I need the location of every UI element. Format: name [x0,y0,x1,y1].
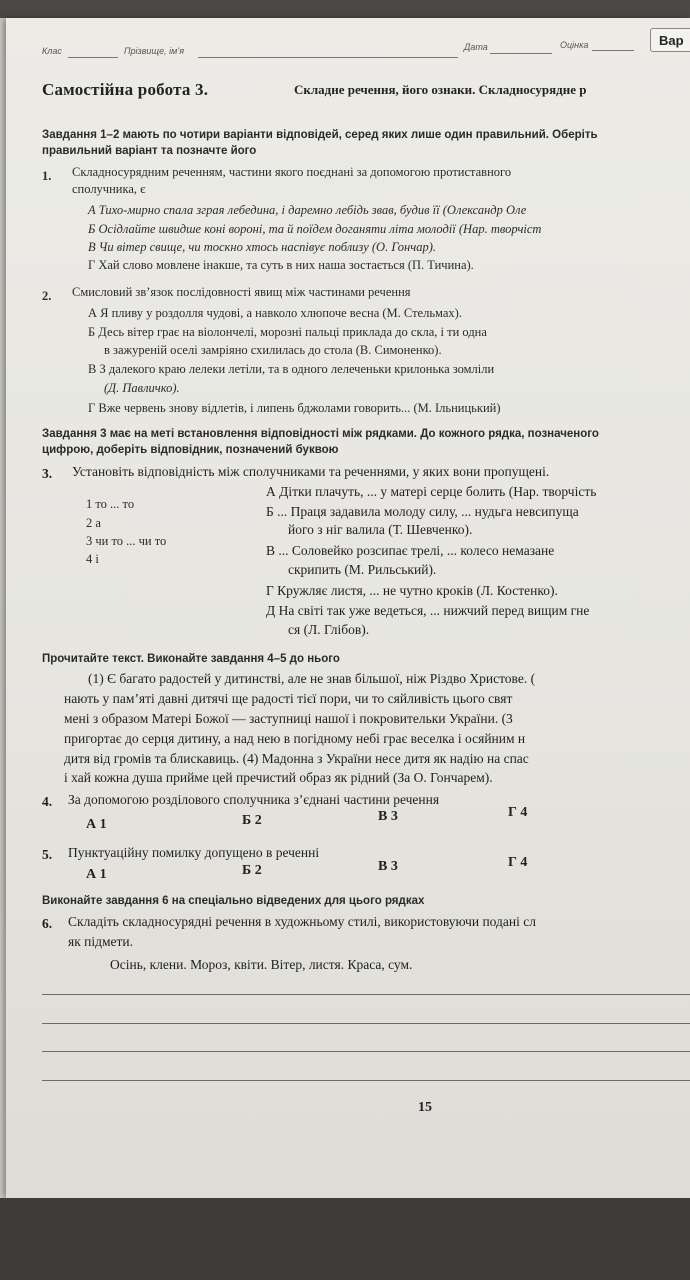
class-field[interactable] [68,57,118,58]
q4-answer-c[interactable]: В 3 [378,809,398,824]
q6-words: Осінь, клени. Мороз, квіти. Вітер, листя. Краса, сум. [110,957,413,972]
q4-number: 4. [42,794,53,809]
q2-option-c-line1[interactable]: В З далекого краю лелеки летіли, та в одного лелеченьки крилонька зомліли [88,362,495,376]
q4-text: За допомогою розділового сполучника з’єднані частини речення [68,792,440,807]
q3-left-3: 3 чи то ... чи то [86,534,167,548]
q5-answer-d[interactable]: Г 4 [508,855,528,870]
q5-answer-c[interactable]: В 3 [378,859,398,874]
q5-answer-a[interactable]: А 1 [86,867,107,882]
q1-option-b[interactable]: Б Осідлайте швидше коні вороні, та й поїдем доганяти літа молодії (Нар. творчіст [88,222,542,236]
q6-text-line1: Складіть складносурядні речення в художньому стилі, використовуючи подані сл [68,914,536,929]
q3-right-c-line1: В ... Соловейко розсипає трелі, ... колесо немазане [266,543,555,558]
page-title: Самостійна робота 3. [42,80,209,99]
q2-text: Смисловий зв’язок послідовності явищ між частинами речення [72,285,411,299]
worksheet-page [6,18,690,1198]
instruction-6: Виконайте завдання 6 на спеціально відведених для цього рядках [42,895,425,907]
q1-option-a[interactable]: А Тихо-мирно спала зграя лебедина, і даремно лебідь звав, будив її (Олександр Оле [88,203,527,217]
page-number: 15 [418,1100,432,1115]
q2-number: 2. [42,289,52,303]
q3-text: Установіть відповідність між сполучниками та реченнями, у яких вони пропущені. [72,464,550,479]
q1-option-d[interactable]: Г Хай слово мовлене інакше, та суть в них наша зостається (П. Тичина). [88,258,474,272]
background-surface [0,1198,690,1280]
q1-number: 1. [42,169,52,183]
q6-number: 6. [42,916,53,931]
q3-left-1: 1 то ... то [86,497,135,511]
q2-option-b-line1[interactable]: Б Десь вітер грає на віолончелі, морозні пальці приклада до скла, і ти одна [88,325,487,339]
q3-left-4: 4 і [86,552,99,566]
instruction-1-line1: Завдання 1–2 мають по чотири варіанти відповідей, серед яких лише один правильний. Оберіть [42,129,598,141]
q3-right-c-line2: скрипить (М. Рильський). [288,562,437,577]
q3-left-2: 2 а [86,516,101,530]
q3-right-a: А Дітки плачуть, ... у матері серце болить (Нар. творчість [266,484,597,499]
q3-right-e-line1: Д На світі так уже ведеться, ... нижчий перед вищим гне [266,603,590,618]
instruction-1-line2: правильний варіант та позначте його [42,145,257,157]
class-label: Клас [42,46,62,56]
grade-field[interactable] [592,50,634,51]
q3-right-b-line2: його з ніг валила (Т. Шевченко). [288,522,473,537]
q3-right-d: Г Кружляє листя, ... не чутно кроків (Л. Костенко). [266,583,558,598]
q1-option-c[interactable]: В Чи вітер свище, чи тоскно хтось наспівує поблизу (О. Гончар). [88,240,436,254]
q2-option-d[interactable]: Г Вже червень знову відлетів, і липень бджолами говорить... (М. Ільницький) [88,401,501,415]
variant-box: Вар [650,28,690,52]
q5-number: 5. [42,847,53,862]
page-subtitle: Складне речення, його ознаки. Складносурядне р [294,82,587,97]
answer-line-4[interactable] [42,1080,690,1081]
passage-line-2: нають у пам’яті давні дитячі ще радості тієї пори, чи то сяйливість цього свят [64,691,513,706]
q4-answer-d[interactable]: Г 4 [508,805,528,820]
instruction-3-line2: цифрою, доберіть відповідник, позначений буквою [42,444,339,456]
q1-text-line1: Складносурядним реченням, частини якого поєднані за допомогою протиставного [72,165,512,179]
answer-line-2[interactable] [42,1023,690,1024]
passage-line-3: мені з образом Матері Божої — заступниці нашої і покровительки України. (3 [64,711,513,726]
grade-label: Оцінка [560,40,589,50]
date-label: Дата [464,42,488,52]
q3-right-b-line1: Б ... Праця задавила молоду силу, ... нудьга невсипуща [266,504,579,519]
instruction-3-line1: Завдання 3 має на меті встановлення відповідності між рядками. До кожного рядка, позначеного [42,428,599,440]
q2-option-b-line2: в зажуреній оселі замріяно схилилась до стола (В. Симоненко). [104,343,442,357]
q5-answer-b[interactable]: Б 2 [242,863,262,878]
passage-line-1: (1) Є багато радостей у дитинстві, але не знав більшої, ніж Різдво Христове. ( [88,671,536,686]
q4-answer-b[interactable]: Б 2 [242,813,262,828]
reading-instruction: Прочитайте текст. Виконайте завдання 4–5 до нього [42,653,340,665]
passage-line-4: пригортає до серця дитину, а над нею в погідному небі грає веселка і осяйним н [64,731,526,746]
q3-right-e-line2: ся (Л. Глібов). [288,622,370,637]
q1-text-line2: сполучника, є [72,182,146,196]
surname-label: Прізвище, ім’я [124,46,185,56]
date-field[interactable] [490,53,552,54]
q4-answer-a[interactable]: А 1 [86,817,107,832]
q6-text-line2: як підмети. [68,934,134,949]
q2-option-c-line2: (Д. Павличко). [104,381,180,395]
q5-text: Пунктуаційну помилку допущено в реченні [68,845,320,860]
answer-line-3[interactable] [42,1051,690,1052]
passage-line-6: і хай кожна душа прийме цей пречистий образ як рідний (За О. Гончарем). [64,770,493,785]
q3-number: 3. [42,466,53,481]
surname-field[interactable] [198,57,458,58]
passage-line-5: дитя від громів та блискавиць. (4) Мадонна з України несе дитя як надію на спас [64,751,529,766]
q2-option-a[interactable]: А Я пливу у роздолля чудові, а навколо хлюпоче весна (М. Стельмах). [88,306,462,320]
answer-line-1[interactable] [42,994,690,995]
